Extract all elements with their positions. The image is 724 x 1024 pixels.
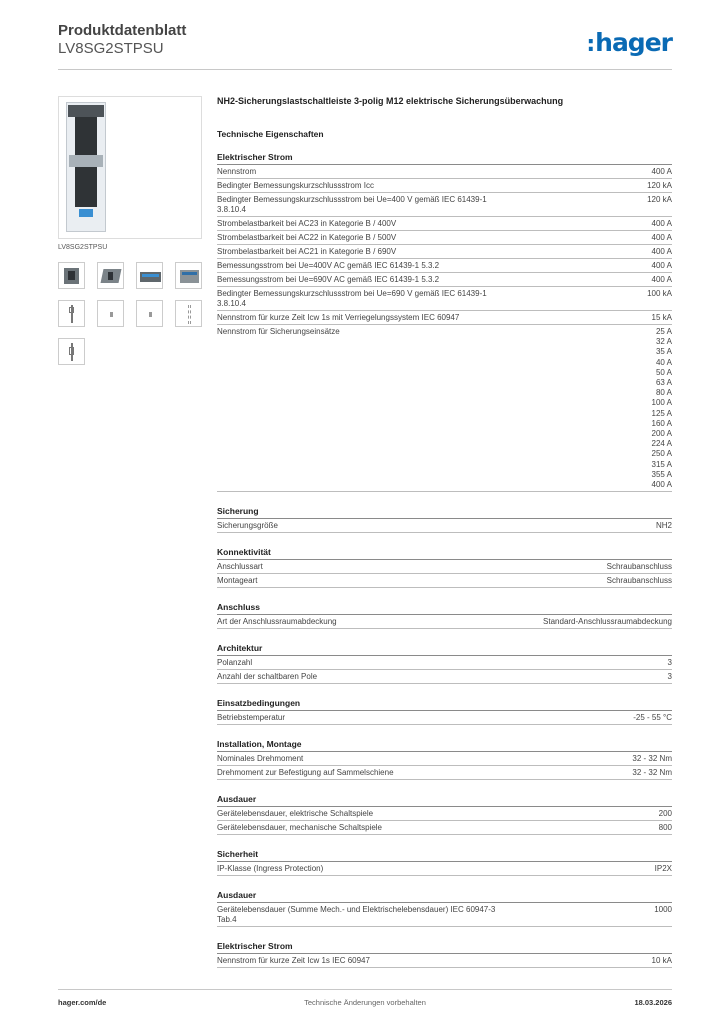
product-image[interactable]	[58, 96, 202, 239]
thumbnail-drawing-side[interactable]	[58, 300, 85, 327]
spec-rows	[217, 615, 672, 629]
section-elektrischer-strom	[217, 152, 672, 492]
section-title: Elektrischer Strom	[217, 152, 672, 165]
thumbnail-device-back[interactable]	[175, 262, 202, 289]
spec-value: 3	[667, 672, 672, 682]
spec-value: 10 kA	[651, 956, 672, 966]
thumbnail-drawing-dimensions[interactable]	[175, 300, 202, 327]
section-title: Anschluss	[217, 602, 672, 615]
thumbnail-gallery	[58, 262, 202, 365]
spec-value: 15 kA	[651, 313, 672, 322]
spec-label: Sicherungsgröße	[217, 521, 278, 531]
spec-row	[217, 231, 672, 245]
spec-row	[217, 903, 672, 927]
section-title: Einsatzbedingungen	[217, 698, 672, 711]
section-sicherung	[217, 506, 672, 533]
spec-label: Strombelastbarkeit bei AC22 in Kategorie B / 500V	[217, 233, 397, 242]
fuse-rating-value: 32 A	[655, 337, 672, 347]
fuse-rating-value: 315 A	[651, 459, 672, 469]
spec-rows	[217, 560, 672, 588]
fuse-rating-value: 50 A	[655, 367, 672, 377]
spec-label: Bemessungsstrom bei Ue=690V AC gemäß IEC 61439-1 5.3.2	[217, 275, 440, 284]
section-title: Sicherung	[217, 506, 672, 519]
spec-value: Schraubanschluss	[606, 562, 672, 572]
spec-value: 400 A	[651, 167, 672, 176]
spec-value: 200	[658, 809, 672, 819]
spec-row	[217, 752, 672, 766]
spec-row	[217, 165, 672, 179]
spec-label: Anschlussart	[217, 562, 263, 572]
spec-row	[217, 862, 672, 876]
fuse-rating-value: 100 A	[651, 398, 672, 408]
spec-row-fuse-ratings	[217, 325, 672, 492]
product-image-caption: LV8SG2STPSU	[58, 244, 108, 251]
spec-row	[217, 766, 672, 780]
fuse-rating-value: 355 A	[651, 469, 672, 479]
spec-value: Standard-Anschlussraumabdeckung	[543, 617, 672, 627]
spec-label: Montageart	[217, 576, 258, 586]
thumbnail-drawing-front[interactable]	[97, 300, 124, 327]
section-sicherheit	[217, 849, 672, 876]
section-anschluss	[217, 602, 672, 629]
section-title: Installation, Montage	[217, 739, 672, 752]
spec-rows	[217, 954, 672, 968]
spec-row	[217, 807, 672, 821]
spec-row	[217, 287, 672, 311]
spec-label: Nennstrom für kurze Zeit Icw 1s IEC 60947	[217, 956, 370, 966]
spec-value: 400 A	[651, 219, 672, 228]
spec-row	[217, 193, 672, 217]
spec-row	[217, 615, 672, 629]
spec-row	[217, 574, 672, 588]
spec-label: Gerätelebensdauer, elektrische Schaltspiele	[217, 809, 374, 819]
spec-value: 400 A	[651, 275, 672, 284]
thumbnail-drawing-profile[interactable]	[58, 338, 85, 365]
footer-disclaimer: Technische Änderungen vorbehalten	[304, 998, 426, 1007]
fuse-rating-value: 35 A	[655, 347, 672, 357]
spec-label: Gerätelebensdauer, mechanische Schaltspiele	[217, 823, 382, 833]
spec-label: Nennstrom für kurze Zeit Icw 1s mit Verriegelungssystem IEC 60947	[217, 313, 460, 322]
spec-row	[217, 217, 672, 231]
spec-label: Drehmoment zur Befestigung auf Sammelschiene	[217, 768, 394, 778]
spec-value: 32 - 32 Nm	[632, 768, 672, 778]
product-details	[217, 96, 672, 968]
hager-logo: :hager	[586, 28, 672, 57]
thumbnail-device-front[interactable]	[58, 262, 85, 289]
spec-label: Strombelastbarkeit bei AC21 in Kategorie B / 690V	[217, 247, 397, 256]
spec-label: Betriebstemperatur	[217, 713, 286, 723]
fuse-rating-value: 40 A	[655, 357, 672, 367]
spec-value: 32 - 32 Nm	[632, 754, 672, 764]
spec-rows	[217, 711, 672, 725]
footer-date: 18.03.2026	[634, 998, 672, 1007]
fuse-rating-value: 250 A	[651, 449, 672, 459]
spec-rows	[217, 519, 672, 533]
thumbnail-device-side[interactable]	[136, 262, 163, 289]
spec-label: Anzahl der schaltbaren Pole	[217, 672, 318, 682]
spec-value: 120 kA	[647, 181, 672, 190]
spec-label: Bedingter Bemessungskurzschlussstrom Icc	[217, 181, 374, 190]
section-einsatzbedingungen	[217, 698, 672, 725]
spec-label: Nennstrom	[217, 167, 257, 176]
spec-value: 1000	[654, 905, 672, 915]
product-description: NH2-Sicherungslastschaltleiste 3-polig M12 elektrische Sicherungsüberwachung	[217, 96, 564, 106]
thumbnail-drawing-detail[interactable]	[136, 300, 163, 327]
spec-rows	[217, 752, 672, 780]
spec-row	[217, 519, 672, 533]
spec-rows	[217, 656, 672, 684]
product-code: LV8SG2STPSU	[58, 40, 164, 57]
spec-label: Nominales Drehmoment	[217, 754, 304, 764]
fuse-rating-value: 25 A	[655, 327, 672, 336]
section-title: Ausdauer	[217, 890, 672, 903]
section-title: Architektur	[217, 643, 672, 656]
section-title: Konnektivität	[217, 547, 672, 560]
spec-value: 100 kA	[647, 289, 672, 298]
spec-value: 120 kA	[647, 195, 672, 204]
spec-row	[217, 273, 672, 287]
logo-text: hager	[595, 28, 672, 57]
section-ausdauer-gesamt	[217, 890, 672, 927]
spec-label: Nennstrom für Sicherungseinsätze	[217, 327, 340, 336]
spec-row	[217, 954, 672, 968]
thumbnail-device-angled[interactable]	[97, 262, 124, 289]
document-title: Produktdatenblatt	[58, 22, 187, 39]
spec-label: Polanzahl	[217, 658, 253, 668]
spec-row	[217, 711, 672, 725]
fuse-rating-value: 400 A	[651, 480, 672, 490]
section-title: Elektrischer Strom	[217, 941, 672, 954]
section-title: Sicherheit	[217, 849, 672, 862]
section-architektur	[217, 643, 672, 684]
spec-value: IP2X	[654, 864, 672, 874]
spec-row	[217, 821, 672, 835]
spec-row	[217, 656, 672, 670]
spec-row	[217, 179, 672, 193]
page-header	[58, 20, 672, 70]
spec-row	[217, 311, 672, 325]
spec-value: 800	[658, 823, 672, 833]
fuse-rating-value: 224 A	[651, 439, 672, 449]
tech-properties-heading: Technische Eigenschaften	[217, 129, 324, 139]
spec-rows	[217, 807, 672, 835]
spec-value: 3	[667, 658, 672, 668]
spec-row	[217, 259, 672, 273]
spec-value: -25 - 55 °C	[633, 713, 672, 723]
section-konnektivitaet	[217, 547, 672, 588]
section-elektrischer-strom-icw	[217, 941, 672, 968]
spec-row	[217, 245, 672, 259]
spec-rows	[217, 862, 672, 876]
product-image-panel	[58, 96, 202, 365]
spec-label: Bedingter Bemessungskurzschlussstrom bei Ue=400 V gemäß IEC 61439-1 3.8.10.4	[217, 195, 487, 214]
spec-label: Strombelastbarkeit bei AC23 in Kategorie B / 400V	[217, 219, 397, 228]
spec-value: 400 A	[651, 233, 672, 242]
fuse-rating-value: 200 A	[651, 429, 672, 439]
spec-label: Gerätelebensdauer (Summe Mech.- und Elektrischelebensdauer) IEC 60947-3 Tab.4	[217, 905, 496, 925]
fuse-rating-value: 160 A	[651, 418, 672, 428]
spec-value: 400 A	[651, 247, 672, 256]
spec-value: 400 A	[651, 261, 672, 270]
spec-value: Schraubanschluss	[606, 576, 672, 586]
spec-rows	[217, 903, 672, 927]
footer-website-link[interactable]: hager.com/de	[58, 998, 107, 1007]
section-installation	[217, 739, 672, 780]
fuse-rating-value: 125 A	[651, 408, 672, 418]
section-title: Ausdauer	[217, 794, 672, 807]
section-ausdauer	[217, 794, 672, 835]
spec-rows	[217, 165, 672, 325]
spec-row	[217, 560, 672, 574]
spec-label: IP-Klasse (Ingress Protection)	[217, 864, 324, 874]
spec-row	[217, 670, 672, 684]
spec-value: NH2	[655, 521, 672, 531]
spec-label: Bemessungsstrom bei Ue=400V AC gemäß IEC 61439-1 5.3.2	[217, 261, 440, 270]
page-footer	[58, 989, 672, 1007]
fuse-rating-value: 63 A	[655, 378, 672, 388]
spec-label: Art der Anschlussraumabdeckung	[217, 617, 337, 627]
fuse-rating-list	[517, 327, 672, 490]
fuse-rating-value: 80 A	[655, 388, 672, 398]
spec-label: Bedingter Bemessungskurzschlussstrom bei Ue=690 V gemäß IEC 61439-1 3.8.10.4	[217, 289, 487, 308]
